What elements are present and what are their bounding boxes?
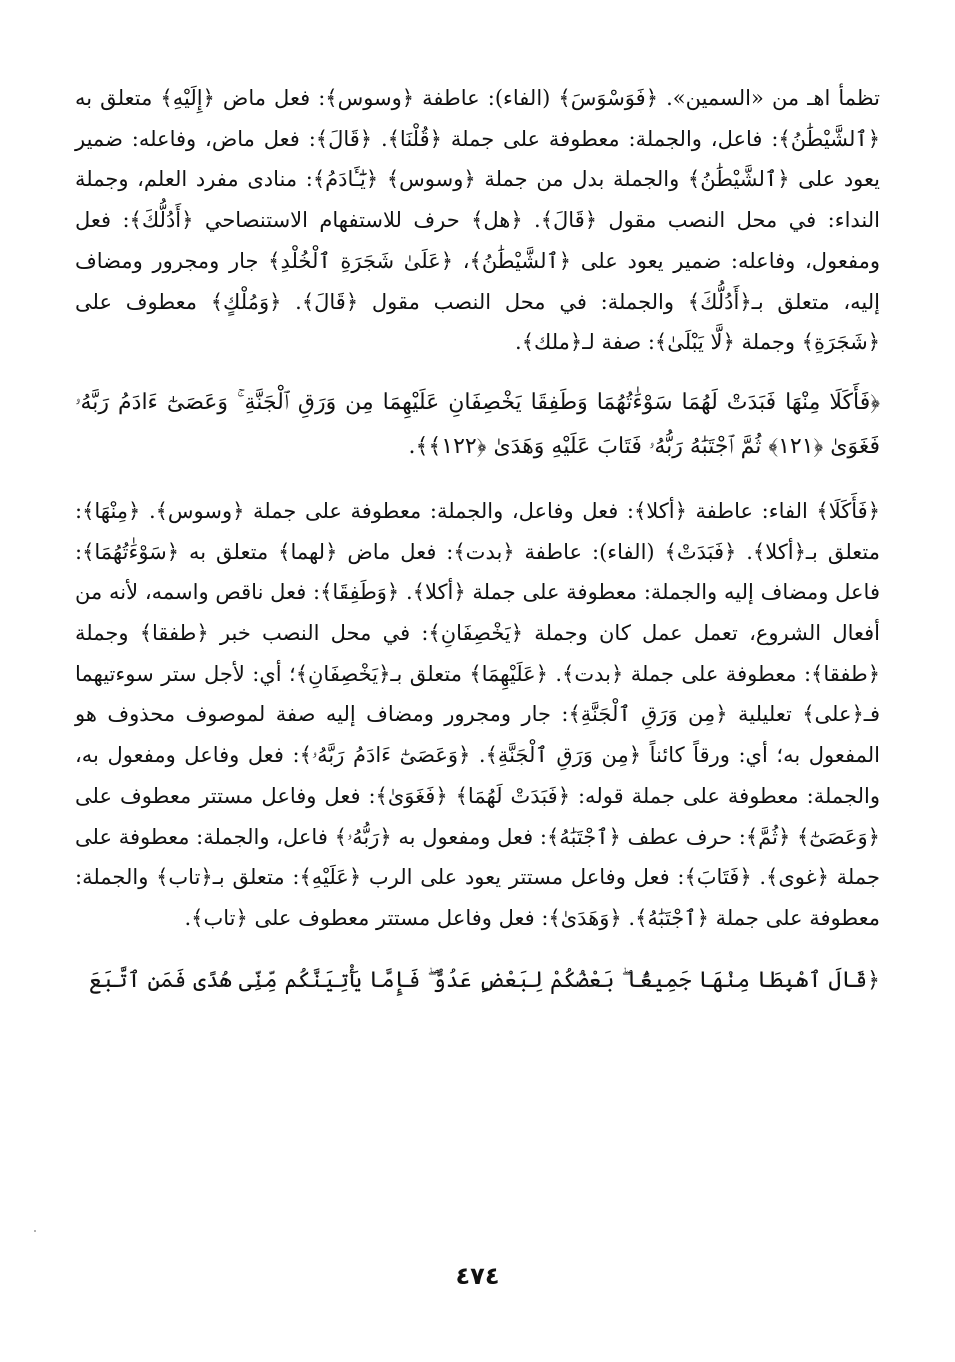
commentary-paragraph-1: تظمأ اهـ من «السمين». ﴿فَوَسْوَسَ﴾ (الفاء): عاطفة ﴿وسوس﴾: فعل ماض ﴿إِلَيْهِ﴾ متعلق به ﴿ٱلشَّيْطَٰنُ﴾: فاعل، والجملة: معطوفة على جملة ﴿قُلْنَا﴾. ﴿قَالَ﴾: فعل ماض، وفاعله: ضمير يعود على ﴿ٱلشَّيْطَٰنُ﴾ والجملة بدل من جملة ﴿وسوس﴾ ﴿يَٰٓـَٔادَمُ﴾: منادى مفرد العلم، وجملة النداء: في محل النصب مقول ﴿قَالَ﴾. ﴿هل﴾ حرف للاستفهام الاستنصاحي ﴿أَدُلُّكَ﴾: فعل ومفعول، وفاعله: ضمير يعود على ﴿ٱلشَّيْطَٰنُ﴾، ﴿عَلَىٰ شَجَرَةِ ٱلْخُلْدِ﴾ جار ومجرور ومضاف إليه، متعلق بـ﴿أَدُلُّكَ﴾ والجملة: في محل النصب مقول ﴿قَالَ﴾. ﴿وَمُلْكٍ﴾ معطوف على ﴿شَجَرَةِ﴾ وجملة ﴿لَّا يَبْلَىٰ﴾: صفة لـ﴿ملك﴾. [75,86,880,355]
paragraph-spacer [75,469,880,491]
commentary-paragraph-2: ﴿فَأَكَلَا﴾ الفاء: عاطفة ﴿أكلا﴾: فعل وفاعل، والجملة: معطوفة على جملة ﴿وسوس﴾. ﴿مِنْهَا﴾: متعلق بـ﴿أكلا﴾. ﴿فَبَدَتْ﴾ (الفاء): عاطفة ﴿بدت﴾: فعل ماض ﴿لهما﴾ متعلق به ﴿سَوْءَٰتُهُمَا﴾: فاعل ومضاف إليه والجملة: معطوفة على جملة ﴿أكلا﴾. ﴿وَطَفِقَا﴾: فعل ناقص واسمه، لأنه من أفعال الشروع، تعمل عمل كان وجملة ﴿يَخْصِفَانِ﴾: في محل النصب خبر ﴿طفقا﴾ وجملة ﴿طفقا﴾: معطوفة على جملة ﴿بدت﴾. ﴿عَلَيْهِمَا﴾ متعلق بـ﴿يَخْصِفَانِ﴾؛ أي: لأجل ستر سوءتيهما فـ﴿على﴾ تعليلية ﴿مِن وَرَقِ ٱلْجَنَّةِ﴾: جار ومجرور ومضاف إليه صفة لموصوف محذوف هو المفعول به؛ أي: ورقاً كائناً ﴿مِن وَرَقِ ٱلْجَنَّةِ﴾. ﴿وَعَصَىٰٓ ءَادَمُ رَبَّهُۥ﴾: فعل وفاعل ومفعول به، والجملة: معطوفة على جملة قوله: ﴿فَبَدَتْ لَهُمَا﴾ ﴿فَغَوَىٰ﴾: فعل وفاعل مستتر معطوف على ﴿وَعَصَىٰٓ﴾ ﴿ثُمَّ﴾: حرف عطف ﴿ٱجْتَبَٰهُ﴾: فعل ومفعول به ﴿رَبُّهُۥ﴾ فاعل، والجملة: معطوفة على جملة ﴿غوى﴾. ﴿فَتَابَ﴾: فعل وفاعل مستتر يعود على الرب ﴿عَلَيْهِ﴾: متعلق بـ﴿تاب﴾ والجملة: معطوفة على جملة ﴿ٱجْتَبَٰهُ﴾. ﴿وَهَدَىٰ﴾: فعل وفاعل مستتر معطوف على ﴿تاب﴾. [75,498,880,930]
quran-verse-121-122: ﴿فَأَكَلَا مِنْهَا فَبَدَتْ لَهُمَا سَوْءَٰتُهُمَا وَطَفِقَا يَخْصِفَانِ عَلَيْهِمَا مِن وَرَقِ ٱلْجَنَّةِ ۚ وَعَصَىٰٓ ءَادَمُ رَبَّهُۥ فَغَوَىٰ ﴿١٢١﴾ ثُمَّ ٱجْتَبَٰهُ رَبُّهُۥ فَتَابَ عَلَيْهِ وَهَدَىٰ ﴿١٢٢﴾﴾. [75,389,880,459]
page-body [75,78,880,1003]
paragraph-spacer [75,939,880,959]
paragraph-spacer [75,363,880,381]
scan-speck [34,1230,36,1232]
quran-verse-123-start: ﴿قَالَ ٱهْبِطَا مِنْهَا جَمِيعًۢا ۖ بَعْضُكُمْ لِبَعْضٍ عَدُوٌّ ۖ فَإِمَّا يَأْتِيَنَّكُم مِّنِّى هُدًى فَمَنِ ٱتَّبَعَ [88,967,880,993]
page-number: ٤٧٤ [455,1262,500,1290]
